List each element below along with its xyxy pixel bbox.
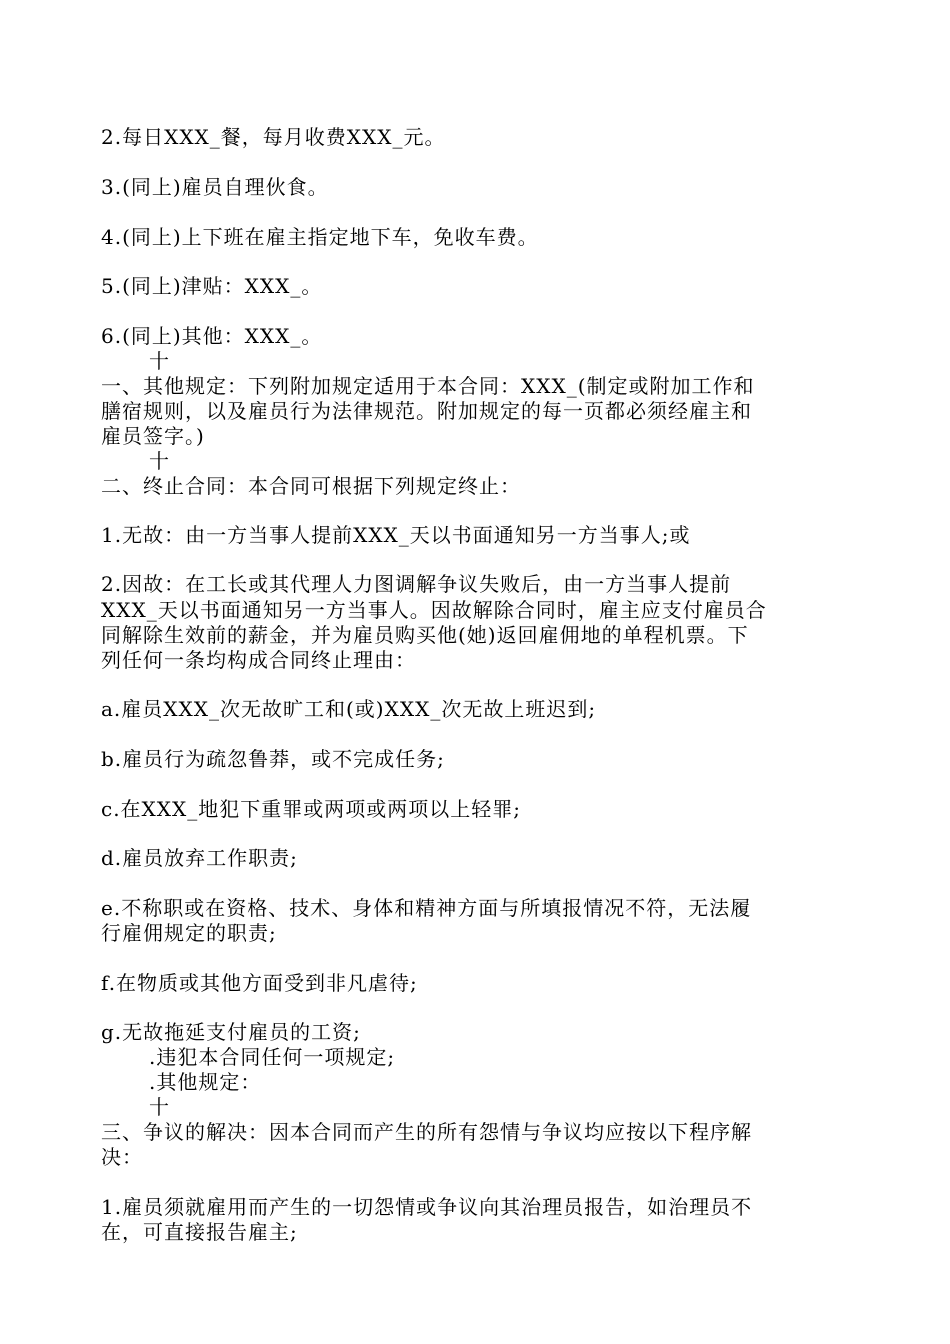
text-line-7: 一、其他规定：下列附加规定适用于本合同：XXX_(制定或附加工作和 bbox=[101, 374, 755, 398]
text-line-23: f.在物质或其他方面受到非凡虐待; bbox=[101, 971, 418, 995]
text-line-13: 2.因故：在工长或其代理人力图调解争议失败后，由一方当事人提前 bbox=[101, 572, 732, 596]
text-line-12: 1.无故：由一方当事人提前XXX_天以书面通知另一方当事人;或 bbox=[101, 523, 691, 547]
text-line-8: 膳宿规则，以及雇员行为法律规范。附加规定的每一页都必须经雇主和 bbox=[101, 399, 752, 423]
text-line-29: 决： bbox=[101, 1145, 143, 1169]
section-marker: 十 bbox=[149, 449, 170, 473]
text-line-15: 同解除生效前的薪金，并为雇员购买他(她)返回雇佣地的单程机票。下 bbox=[101, 623, 749, 647]
text-line-16: 列任何一条均构成合同终止理由： bbox=[101, 648, 416, 672]
text-line-18: b.雇员行为疏忽鲁莽，或不完成任务; bbox=[101, 747, 445, 771]
section-marker: 十 bbox=[149, 1095, 170, 1119]
text-line-9: 雇员签字。) bbox=[101, 424, 205, 448]
text-line-11: 二、终止合同：本合同可根据下列规定终止： bbox=[101, 474, 521, 498]
text-line-19: c.在XXX_地犯下重罪或两项或两项以上轻罪; bbox=[101, 797, 522, 821]
text-line-17: a.雇员XXX_次无故旷工和(或)XXX_次无故上班迟到; bbox=[101, 697, 597, 721]
text-line-22: 行雇佣规定的职责; bbox=[101, 921, 277, 945]
text-line-5: 6.(同上)其他：XXX_。 bbox=[101, 324, 323, 348]
text-line-3: 4.(同上)上下班在雇主指定地下车，免收车费。 bbox=[101, 225, 539, 249]
text-line-21: e.不称职或在资格、技术、身体和精神方面与所填报情况不符，无法履 bbox=[101, 896, 752, 920]
text-line-25: .违犯本合同任何一项规定; bbox=[149, 1045, 396, 1069]
text-line-31: 在，可直接报告雇主; bbox=[101, 1220, 298, 1244]
text-line-26: .其他规定： bbox=[149, 1070, 262, 1094]
text-line-14: XXX_天以书面通知另一方当事人。因故解除合同时，雇主应支付雇员合 bbox=[101, 598, 767, 622]
text-line-4: 5.(同上)津贴：XXX_。 bbox=[101, 274, 323, 298]
section-marker: 十 bbox=[149, 349, 170, 373]
text-line-20: d.雇员放弃工作职责; bbox=[101, 846, 298, 870]
text-line-2: 3.(同上)雇员自理伙食。 bbox=[101, 175, 329, 199]
text-line-1: 2.每日XXX_餐，每月收费XXX_元。 bbox=[101, 125, 446, 149]
text-line-28: 三、争议的解决：因本合同而产生的所有怨情与争议均应按以下程序解 bbox=[101, 1120, 752, 1144]
text-line-24: g.无故拖延支付雇员的工资; bbox=[101, 1020, 361, 1044]
text-line-30: 1.雇员须就雇用而产生的一切怨情或争议向其治理员报告，如治理员不 bbox=[101, 1195, 753, 1219]
